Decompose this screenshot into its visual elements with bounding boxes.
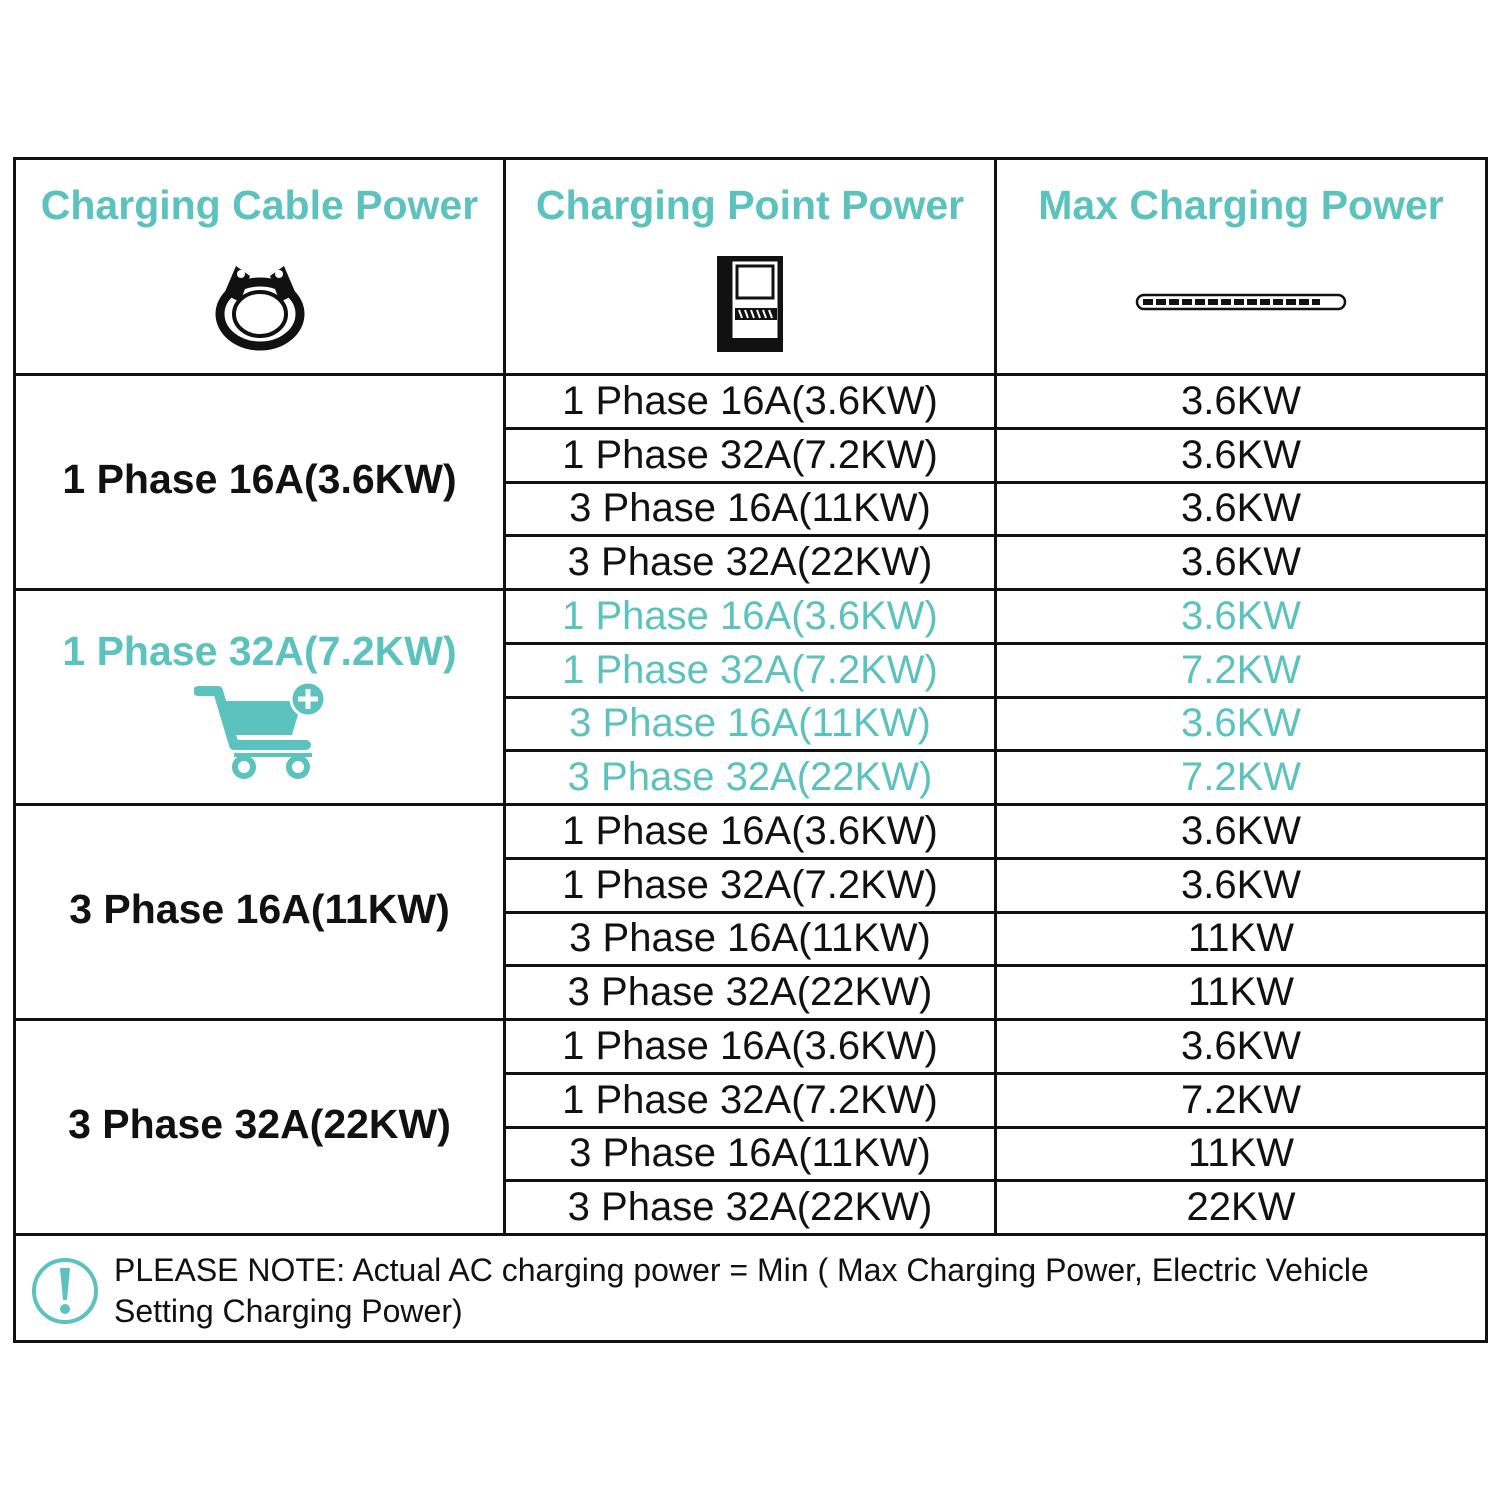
cable-power-title: Charging Cable Power — [40, 182, 479, 228]
point-power-cell: 3 Phase 16A(11KW) — [506, 484, 997, 535]
max-power-cell: 11KW — [1188, 1131, 1294, 1176]
max-power-cell: 22KW — [1186, 1185, 1296, 1230]
table-row — [506, 484, 1485, 538]
cable-group-4 — [16, 1021, 1485, 1236]
point-power-cell: 3 Phase 32A(22KW) — [506, 752, 997, 803]
note-section — [16, 1236, 1485, 1340]
power-bar-icon — [997, 292, 1485, 317]
table-row — [506, 967, 1485, 1018]
cable-group-2 — [16, 591, 1485, 806]
max-power-cell: 7.2KW — [1180, 755, 1302, 800]
table-row — [506, 1129, 1485, 1183]
max-power-cell: 7.2KW — [1180, 1077, 1302, 1122]
cable-cell — [16, 591, 506, 803]
cable-group-3 — [16, 806, 1485, 1021]
max-power-cell: 3.6KW — [1180, 593, 1302, 638]
max-power-cell: 3.6KW — [1180, 540, 1302, 585]
table-row — [506, 752, 1485, 803]
point-power-cell: 3 Phase 16A(11KW) — [506, 914, 997, 965]
cable-cell — [16, 806, 506, 1018]
table-row — [506, 537, 1485, 588]
table-row — [506, 1075, 1485, 1129]
header-point-cell — [506, 160, 997, 373]
cable-group-1 — [16, 376, 1485, 591]
max-power-cell: 3.6KW — [1180, 432, 1302, 477]
charging-power-table — [13, 157, 1488, 1343]
table-row — [506, 1182, 1485, 1233]
cable-cell — [16, 1021, 506, 1233]
table-row — [506, 914, 1485, 968]
point-power-cell: 1 Phase 32A(7.2KW) — [506, 1075, 997, 1126]
max-power-cell: 7.2KW — [1180, 647, 1302, 692]
exclamation-circle-icon — [30, 1256, 100, 1331]
note-text: PLEASE NOTE: Actual AC charging power = Min ( Max Charging Power, Electric Vehicle Setting Charging Power) — [114, 1252, 1369, 1329]
header-cable-cell — [16, 160, 506, 373]
max-power-cell: 3.6KW — [1180, 486, 1302, 531]
point-power-cell: 1 Phase 16A(3.6KW) — [506, 1021, 997, 1072]
table-row — [506, 591, 1485, 645]
cable-label: 3 Phase 32A(22KW) — [68, 1101, 451, 1147]
table-row — [506, 699, 1485, 753]
point-power-cell: 1 Phase 32A(7.2KW) — [506, 860, 997, 911]
max-power-cell: 3.6KW — [1180, 701, 1302, 746]
max-power-title: Max Charging Power — [1038, 182, 1444, 228]
point-power-cell: 1 Phase 16A(3.6KW) — [506, 806, 997, 857]
max-power-cell: 11KW — [1188, 916, 1294, 961]
point-power-cell: 1 Phase 16A(3.6KW) — [506, 591, 997, 642]
max-power-cell: 3.6KW — [1180, 862, 1302, 907]
max-power-cell: 3.6KW — [1180, 1023, 1302, 1068]
table-row — [506, 1021, 1485, 1075]
table-row — [506, 806, 1485, 860]
point-power-cell: 3 Phase 32A(22KW) — [506, 1182, 997, 1233]
point-power-cell: 3 Phase 32A(22KW) — [506, 967, 997, 1018]
table-row — [506, 430, 1485, 484]
table-row — [506, 645, 1485, 699]
header-max-cell — [997, 160, 1485, 373]
cable-label: 1 Phase 32A(7.2KW) — [62, 628, 457, 674]
charging-cable-icon — [16, 252, 503, 357]
point-power-cell: 1 Phase 32A(7.2KW) — [506, 430, 997, 481]
point-power-cell: 1 Phase 16A(3.6KW) — [506, 376, 997, 427]
max-power-cell: 3.6KW — [1180, 378, 1302, 423]
point-power-title: Charging Point Power — [535, 182, 965, 228]
add-to-cart-icon[interactable] — [194, 683, 330, 788]
point-power-cell: 3 Phase 32A(22KW) — [506, 537, 997, 588]
max-power-cell: 11KW — [1188, 970, 1294, 1015]
cable-label: 1 Phase 16A(3.6KW) — [62, 456, 457, 502]
charging-station-icon — [506, 254, 994, 359]
point-power-cell: 1 Phase 32A(7.2KW) — [506, 645, 997, 696]
point-power-cell: 3 Phase 16A(11KW) — [506, 1129, 997, 1180]
table-body — [16, 376, 1485, 1236]
cable-label: 3 Phase 16A(11KW) — [69, 886, 450, 932]
table-row — [506, 860, 1485, 914]
point-power-cell: 3 Phase 16A(11KW) — [506, 699, 997, 750]
max-power-cell: 3.6KW — [1180, 808, 1302, 853]
cable-cell — [16, 376, 506, 588]
table-header — [16, 160, 1485, 376]
table-row — [506, 376, 1485, 430]
